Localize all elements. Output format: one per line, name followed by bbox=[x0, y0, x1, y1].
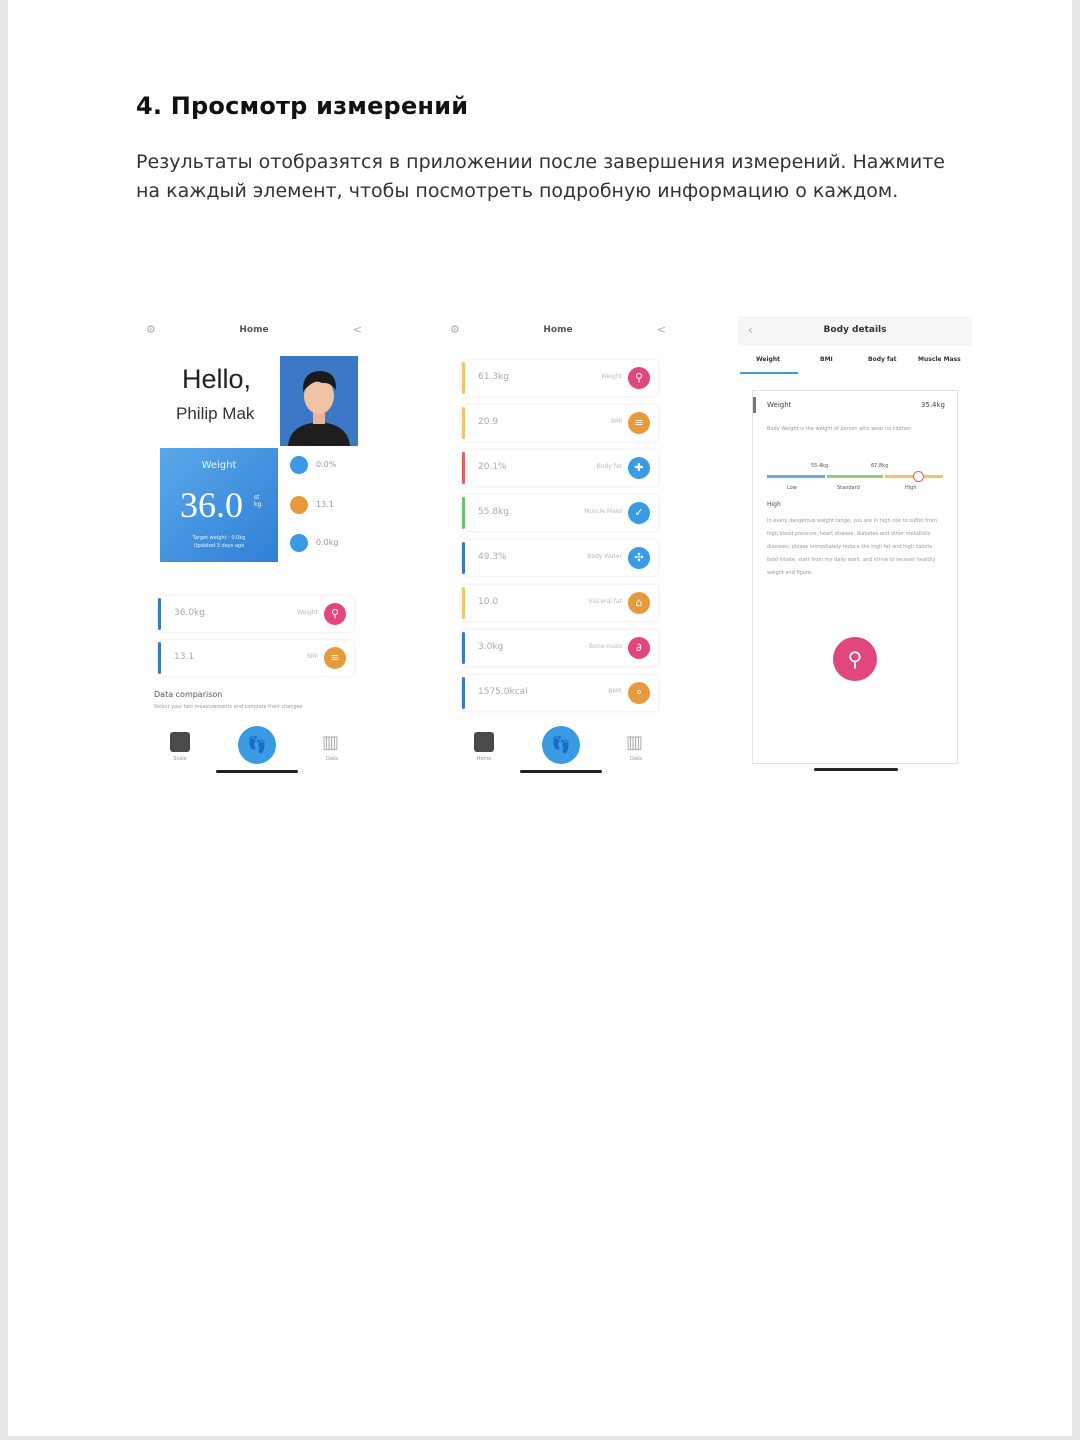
screenshot-body-details bbox=[732, 316, 972, 776]
nav-label-left: Scale bbox=[173, 756, 187, 762]
settings-icon[interactable]: ⚙ bbox=[146, 323, 156, 336]
metric-value: 35.4kg bbox=[920, 401, 945, 409]
top-bar bbox=[738, 316, 972, 346]
weight-icon: ⚲ bbox=[324, 603, 346, 625]
list-item[interactable]: 10.0 Visceral fat ⌂ bbox=[462, 585, 658, 621]
status-label: High bbox=[767, 501, 781, 508]
section-paragraph: Результаты отобразятся в приложении после завершения измерений. Нажмите на каждый элемент, чтобы посмотреть подробную информацию о каждом. bbox=[136, 151, 945, 202]
nav-label-right: Data bbox=[630, 756, 642, 762]
list-item[interactable]: 49.3% Body Water ✣ bbox=[462, 540, 658, 576]
tab-weight[interactable]: Weight bbox=[756, 356, 780, 363]
muscle-icon bbox=[290, 534, 308, 552]
bmi-icon: ≡ bbox=[628, 412, 650, 434]
measure-button[interactable]: 👣 bbox=[238, 726, 276, 764]
scale-label: High bbox=[905, 485, 917, 491]
nav-label-left: Home bbox=[476, 756, 492, 762]
scale-icon[interactable] bbox=[474, 732, 494, 752]
water-icon: ✣ bbox=[628, 547, 650, 569]
muscle-icon: ✓ bbox=[628, 502, 650, 524]
status-description: In every dangerous weight range, you are in high risk to suffer from high blood pressure, heart disease, diabetes and other metabolic diseases; please immediately reduce the high fat and high calorie food intake, start from my daily work, and strive to recover healthy weight and figure. bbox=[767, 518, 937, 576]
screen-title: Home bbox=[239, 325, 269, 335]
screenshot-home-overview: ⚙ Home < Hello, Philip Mak Weight 36.0 st kg Target weight : 0.0kg Updated 3 days ago 0.0% 13.1 0.0kg 36.0kg Weight ⚲ 13.1 BMI ≡ Data comparison Select your two measurements and compare their changes Scale 👣 ▥ Data bbox=[136, 316, 372, 776]
body-fat-icon bbox=[290, 456, 308, 474]
weight-card-subtext: Target weight : 0.0kg Updated 3 days ago bbox=[192, 535, 246, 549]
screenshot-home-list bbox=[440, 316, 676, 776]
avatar[interactable] bbox=[280, 356, 358, 446]
weight-card-unit: st kg bbox=[254, 494, 262, 508]
metric-description: Body Weight is the weight of person who wear no clothes bbox=[767, 426, 911, 432]
list-item[interactable]: 55.8kg Muscle Mass ✓ bbox=[462, 495, 658, 531]
bottom-nav bbox=[136, 726, 372, 776]
measure-button[interactable]: 👣 bbox=[542, 726, 580, 764]
avatar-illustration-icon bbox=[280, 356, 358, 446]
bmr-icon: ⚬ bbox=[628, 682, 650, 704]
body-fat-icon: ✚ bbox=[628, 457, 650, 479]
home-indicator bbox=[216, 770, 298, 773]
comparison-title[interactable]: Data comparison bbox=[154, 690, 223, 699]
active-tab-indicator bbox=[740, 372, 798, 374]
bmi-icon bbox=[290, 496, 308, 514]
settings-icon[interactable]: ⚙ bbox=[450, 323, 460, 336]
metric-tabs bbox=[738, 352, 972, 374]
home-indicator bbox=[520, 770, 602, 773]
metric-name: Weight bbox=[767, 401, 792, 409]
list-item[interactable]: 1575.0kcal BMR ⚬ bbox=[462, 675, 658, 711]
visceral-fat-icon: ⌂ bbox=[628, 592, 650, 614]
bottom-nav bbox=[440, 726, 676, 776]
greeting: Hello, bbox=[182, 364, 252, 394]
screen-title: Home bbox=[543, 325, 573, 335]
weight-card-value: 36.0 bbox=[180, 485, 243, 525]
current-marker-icon bbox=[913, 471, 924, 482]
user-name: Philip Mak bbox=[176, 404, 255, 423]
list-item[interactable]: 20.1% Body fat ✚ bbox=[462, 450, 658, 486]
metric-detail-card bbox=[752, 390, 958, 764]
top-bar bbox=[440, 316, 676, 344]
list-item[interactable]: 20.9 BMI ≡ bbox=[462, 405, 658, 441]
list-item[interactable]: 3.0kg Bone mass ∂ bbox=[462, 630, 658, 666]
chart-icon[interactable]: ▥ bbox=[626, 732, 644, 753]
weight-card-label: Weight bbox=[201, 460, 237, 471]
scale-icon[interactable] bbox=[170, 732, 190, 752]
tab-bmi[interactable]: BMI bbox=[820, 356, 833, 363]
share-icon[interactable]: < bbox=[656, 323, 666, 336]
chart-icon[interactable]: ▥ bbox=[322, 732, 340, 753]
tab-muscle-mass[interactable]: Muscle Mass bbox=[918, 356, 961, 363]
weight-card[interactable] bbox=[160, 448, 278, 562]
weight-icon: ⚲ bbox=[628, 367, 650, 389]
nav-label-right: Data bbox=[326, 756, 338, 762]
list-item[interactable]: 61.3kg Weight ⚲ bbox=[462, 360, 658, 396]
scale-value: 67.8kg bbox=[871, 463, 889, 469]
list-item[interactable]: 36.0kg Weight ⚲ bbox=[158, 596, 354, 632]
share-icon[interactable]: < bbox=[352, 323, 362, 336]
scale-label: Standard bbox=[837, 485, 860, 491]
screen-title: Body details bbox=[823, 325, 887, 335]
back-icon[interactable]: ‹ bbox=[748, 323, 753, 337]
weight-icon: ⚲ bbox=[833, 637, 877, 681]
bmi-icon: ≡ bbox=[324, 647, 346, 669]
home-indicator bbox=[814, 768, 898, 771]
range-scale bbox=[767, 475, 943, 478]
section-heading: 4. Просмотр измерений bbox=[136, 92, 469, 120]
comparison-subtitle: Select your two measurements and compare their changes bbox=[154, 704, 303, 710]
bone-icon: ∂ bbox=[628, 637, 650, 659]
list-item[interactable]: 13.1 BMI ≡ bbox=[158, 640, 354, 676]
tab-body-fat[interactable]: Body fat bbox=[868, 356, 897, 363]
top-bar bbox=[136, 316, 372, 344]
scale-label: Low bbox=[787, 485, 797, 491]
scale-value: 55.4kg bbox=[811, 463, 829, 469]
